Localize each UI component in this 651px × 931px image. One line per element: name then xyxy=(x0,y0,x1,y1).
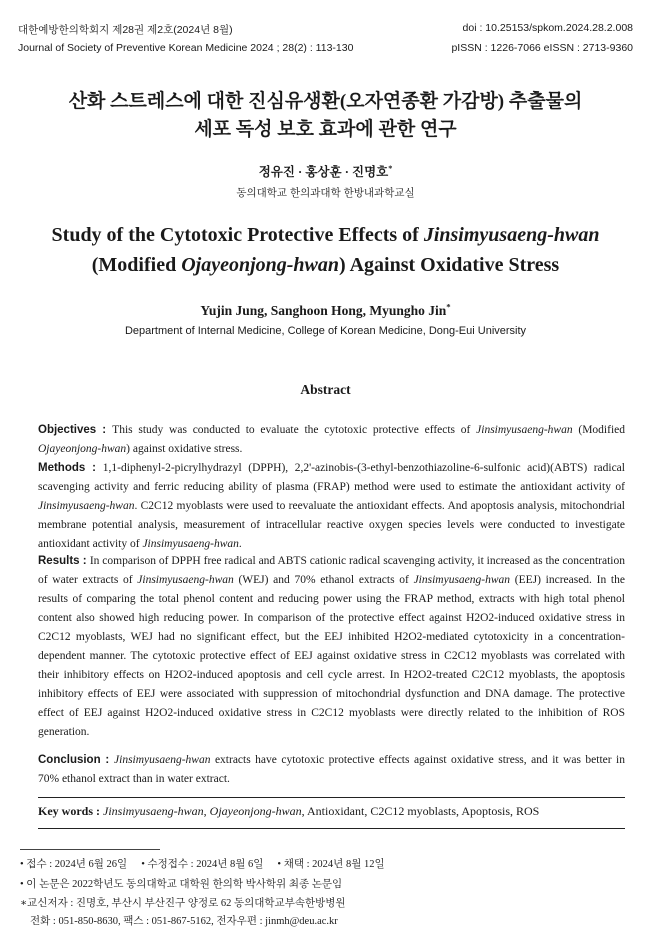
english-title-text: ) Against Oxidative Stress xyxy=(339,254,560,276)
korean-author-names: 정유진 · 홍상훈 · 진명호 xyxy=(258,165,389,179)
abstract-objectives xyxy=(38,421,625,459)
korean-title-line-1: 산화 스트레스에 대한 진심유생환(오자연종환 가감방) 추출물의 xyxy=(68,91,583,112)
journal-en-header: Journal of Society of Preventive Korean Medicine 2024 ; 28(2) : 113-130 xyxy=(18,42,354,54)
herb-name-italic: Jinsimyusaeng-hwan xyxy=(137,574,234,586)
keyword-list: , Antioxidant, C2C12 myoblasts, Apoptosis, ROS xyxy=(301,804,540,818)
methods-text: . xyxy=(238,538,242,550)
english-title-text: Study of the Cytotoxic Protective Effects of xyxy=(51,224,424,246)
results-text: (WEJ) and 70% ethanol extracts of xyxy=(233,574,414,586)
keyword-italic: Jinsimyusaeng-hwan xyxy=(103,804,204,818)
objectives-text: ) against oxidative stress. xyxy=(126,443,243,455)
footnote-corresponding-author: ∗교신저자 : 진명호, 부산시 부산진구 양정로 62 동의대학교부속한방병원 xyxy=(20,898,346,909)
footnote-dissertation-note: • 이 논문은 2022학년도 동의대학교 대학원 한의학 박사학위 최종 논문임 xyxy=(20,879,343,890)
herb-name-italic: Ojayeonjong-hwan xyxy=(38,443,127,455)
corresponding-mark-ko: * xyxy=(388,163,393,173)
abstract-methods xyxy=(38,459,625,554)
herb-name-italic: Jinsimyusaeng-hwan xyxy=(413,574,511,586)
english-title-italic: Ojayeonjong-hwan xyxy=(181,254,340,276)
herb-name-italic: Jinsimyusaeng-hwan xyxy=(476,424,573,436)
objectives-text: This study was conducted to evaluate the cytotoxic protective effects of xyxy=(112,424,477,436)
issn-header: pISSN : 1226-7066 eISSN : 2713-9360 xyxy=(451,42,633,54)
korean-title-line-2: 세포 독성 보호 효과에 관한 연구 xyxy=(194,119,457,140)
english-title-text: (Modified xyxy=(91,254,182,276)
abstract-heading: Abstract xyxy=(300,382,351,397)
methods-label: Methods : xyxy=(38,462,103,474)
korean-affiliation: 동의대학교 한의과대학 한방내과학교실 xyxy=(236,187,415,199)
herb-name-italic: Jinsimyusaeng-hwan xyxy=(114,754,211,766)
keywords-line xyxy=(38,804,638,819)
abstract-results xyxy=(38,552,625,742)
doi-header: doi : 10.25153/spkom.2024.28.2.008 xyxy=(462,22,633,34)
english-authors xyxy=(0,303,651,319)
results-label: Results : xyxy=(38,555,90,567)
abstract-conclusion xyxy=(38,751,625,789)
keyword-italic: Ojayeonjong-hwan xyxy=(209,804,302,818)
english-title-line-2 xyxy=(0,254,651,277)
english-affiliation: Department of Internal Medicine, College of Korean Medicine, Dong-Eui University xyxy=(124,325,527,337)
footnote-rule xyxy=(20,849,160,850)
journal-ko-header: 대한예방한의학회지 제28권 제2호(2024년 8월) xyxy=(18,24,233,36)
accepted-date: • 채택 : 2024년 8월 12일 xyxy=(277,859,385,870)
results-text: In comparison of DPPH free radical and ABTS cationic radical scavenging activity, it increased as the concentration of water extracts of xyxy=(38,555,625,586)
english-author-names: Yujin Jung, Sanghoon Hong, Myungho Jin xyxy=(200,303,447,318)
conclusion-label: Conclusion : xyxy=(38,754,115,766)
methods-text: . C2C12 myoblasts were used to reevaluate the antioxidant effects. And apoptosis analysis, mitochondrial membrane potential analysis, measurement of intracellular reactive oxygen species levels were conducted to investigate antioxidant activity of xyxy=(38,500,625,550)
footnote-contact: 전화 : 051-850-8630, 팩스 : 051-867-5162, 전자우편 : jinmh@deu.ac.kr xyxy=(30,916,338,927)
keywords-label: Key words : xyxy=(38,804,103,818)
herb-name-italic: Jinsimyusaeng-hwan xyxy=(38,500,135,512)
revised-date: • 수정접수 : 2024년 8월 6일 xyxy=(141,859,264,870)
keyword-separator: , xyxy=(203,804,210,818)
english-title-line-1 xyxy=(0,224,651,247)
korean-authors xyxy=(0,162,651,180)
corresponding-mark-en: * xyxy=(446,301,451,312)
english-title-italic: Jinsimyusaeng-hwan xyxy=(423,224,600,246)
keywords-bottom-rule xyxy=(38,828,625,829)
herb-name-italic: Jinsimyusaeng-hwan xyxy=(142,538,239,550)
conclusion-text: extracts have cytotoxic protective effects against oxidative stress, and it was better in 70% ethanol extract than in water extract. xyxy=(38,754,625,785)
objectives-label: Objectives : xyxy=(38,424,113,436)
keywords-top-rule xyxy=(38,797,625,798)
methods-text: 1,1-diphenyl-2-picrylhydrazyl (DPPH), 2,2'-azinobis-(3-ethyl-benzothiazoline-6-sulfonic acid)(ABTS) radical scavenging activity and ferric reducing ability of plasma (FRAP) method were used to estimate the antioxidant activity of xyxy=(38,462,625,493)
footnote-dates xyxy=(20,856,385,871)
received-date: • 접수 : 2024년 6월 26일 xyxy=(20,859,128,870)
results-text: (EEJ) increased. In the results of comparing the total phenol content and reducing power using the FRAP method, extracts with high total phenol content also showed high reducing power. In comparison of the protective effect against H2O2-induced oxidative stress in C2C12 myoblasts, WEJ had no significant effect, but the EEJ inhibited H2O2-mediated cytotoxicity in a concentration-dependent manner. The cytotoxic protective effect of EEJ against oxidative stress in C2C12 myoblasts was correlated with their inhibitory effects on H2O2-induced apoptosis and cell cycle arrest. In H2O2-treated C2C12 myoblasts, the apoptosis inhibitory effects of EEJ were associated with suppression of mitochondrial dysfunction and DNA damage. The protective effect of EEJ against H2O2-induced oxidative stress in C2C12 myoblasts were directly related to the inhibition of ROS generation. xyxy=(38,574,625,738)
objectives-text: (Modified xyxy=(572,424,625,436)
